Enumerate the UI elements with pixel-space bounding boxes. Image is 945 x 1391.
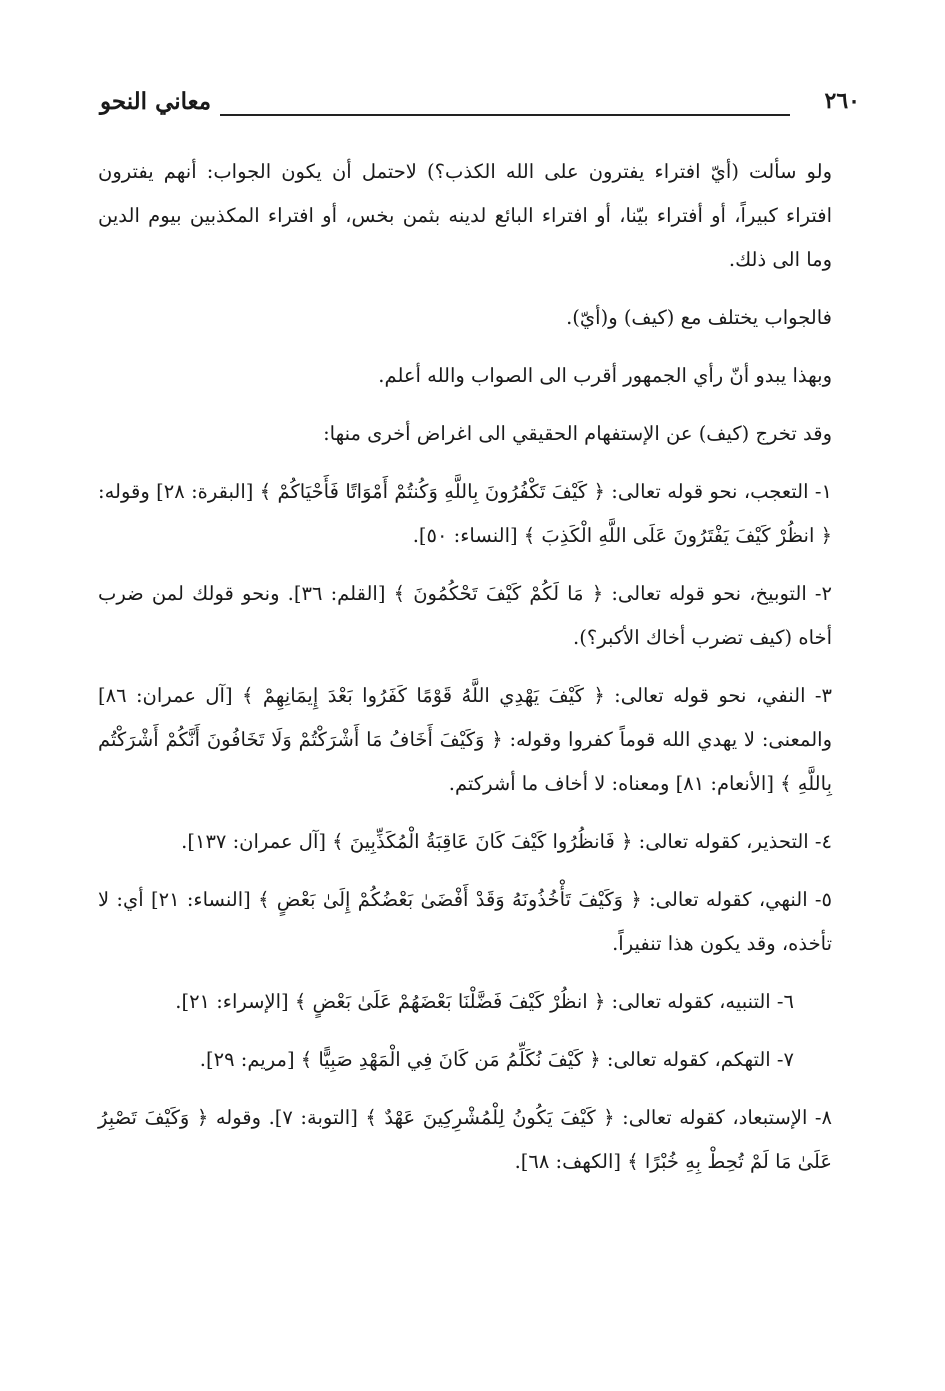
list-item-negation: ٣- النفي، نحو قوله تعالى: ﴿ كَيْفَ يَهْدِي اللَّهُ قَوْمًا كَفَرُوا بَعْدَ إِيمَانِهِمْ ﴾ [آل عمران: ٨٦] والمعنى: لا يهدي الله قوماً كفروا وقوله: ﴿ وَكَيْفَ أَخَافُ مَا أَشْرَكْتُمْ وَلَا تَخَافُونَ أَنَّكُمْ أَشْرَكْتُم بِاللَّهِ ﴾ [الأنعام: ٨١] ومعناه: لا أخاف ما أشركتم.: [98, 684, 832, 795]
page-header: [100, 88, 860, 128]
list-item-prohibition: ٥- النهي، كقوله تعالى: ﴿ وَكَيْفَ تَأْخُذُونَهُ وَقَدْ أَفْضَىٰ بَعْضُكُمْ إِلَىٰ بَعْضٍ ﴾ [النساء: ٢١] أي: لا تأخذه، وقد يكون هذا تنفيراً.: [98, 888, 832, 955]
header-rule: [220, 114, 790, 116]
page-body: [98, 150, 864, 1184]
paragraph-purposes-intro: وقد تخرج (كيف) عن الإستفهام الحقيقي الى اغراض أخرى منها:: [323, 422, 832, 445]
page-number: ٢٦٠: [824, 88, 860, 114]
list-item-wonder: ١- التعجب، نحو قوله تعالى: ﴿ كَيْفَ تَكْفُرُونَ بِاللَّهِ وَكُنتُمْ أَمْوَاتًا فَأَحْيَاكُمْ ﴾ [البقرة: ٢٨] وقوله: ﴿ انظُرْ كَيْفَ يَفْتَرُونَ عَلَى اللَّهِ الْكَذِبَ ﴾ [النساء: ٥٠].: [98, 480, 832, 547]
list-item-warning: ٤- التحذير، كقوله تعالى: ﴿ فَانظُرُوا كَيْفَ كَانَ عَاقِبَةُ الْمُكَذِّبِينَ ﴾ [آل عمران: ١٣٧].: [181, 830, 832, 853]
paragraph-answer: فالجواب يختلف مع (كيف) و(أيّ).: [566, 306, 832, 329]
list-item-improbability: ٨- الإستبعاد، كقوله تعالى: ﴿ كَيْفَ يَكُونُ لِلْمُشْرِكِينَ عَهْدٌ ﴾ [التوبة: ٧]. وقوله ﴿ وَكَيْفَ تَصْبِرُ عَلَىٰ مَا لَمْ تُحِطْ بِهِ خُبْرًا ﴾ [الكهف: ٦٨].: [98, 1106, 832, 1173]
book-title: معاني النحو: [100, 88, 212, 115]
list-item-rebuke: ٢- التوبيخ، نحو قوله تعالى: ﴿ مَا لَكُمْ كَيْفَ تَحْكُمُونَ ﴾ [القلم: ٣٦]. ونحو قولك لمن ضرب أخاه (كيف تضرب أخاك الأكبر؟).: [98, 582, 832, 649]
paragraph-intro: ولو سألت (أيّ افتراء يفترون على الله الكذب؟) لاحتمل أن يكون الجواب: أنهم يفترون افتراء كبيراً، أو أفتراء بيّنا، أو افتراء البائع لدينه بثمن بخس، أو افتراء المكذبين بيوم الدين وما الى ذلك.: [98, 160, 832, 271]
list-item-alert: ٦- التنبيه، كقوله تعالى: ﴿ انظُرْ كَيْفَ فَضَّلْنَا بَعْضَهُمْ عَلَىٰ بَعْضٍ ﴾ [الإسراء: ٢١].: [175, 990, 794, 1013]
list-item-mockery: ٧- التهكم، كقوله تعالى: ﴿ كَيْفَ نُكَلِّمُ مَن كَانَ فِي الْمَهْدِ صَبِيًّا ﴾ [مريم: ٢٩].: [199, 1048, 794, 1071]
paragraph-opinion: وبهذا يبدو أنّ رأي الجمهور أقرب الى الصواب والله أعلم.: [378, 364, 832, 387]
